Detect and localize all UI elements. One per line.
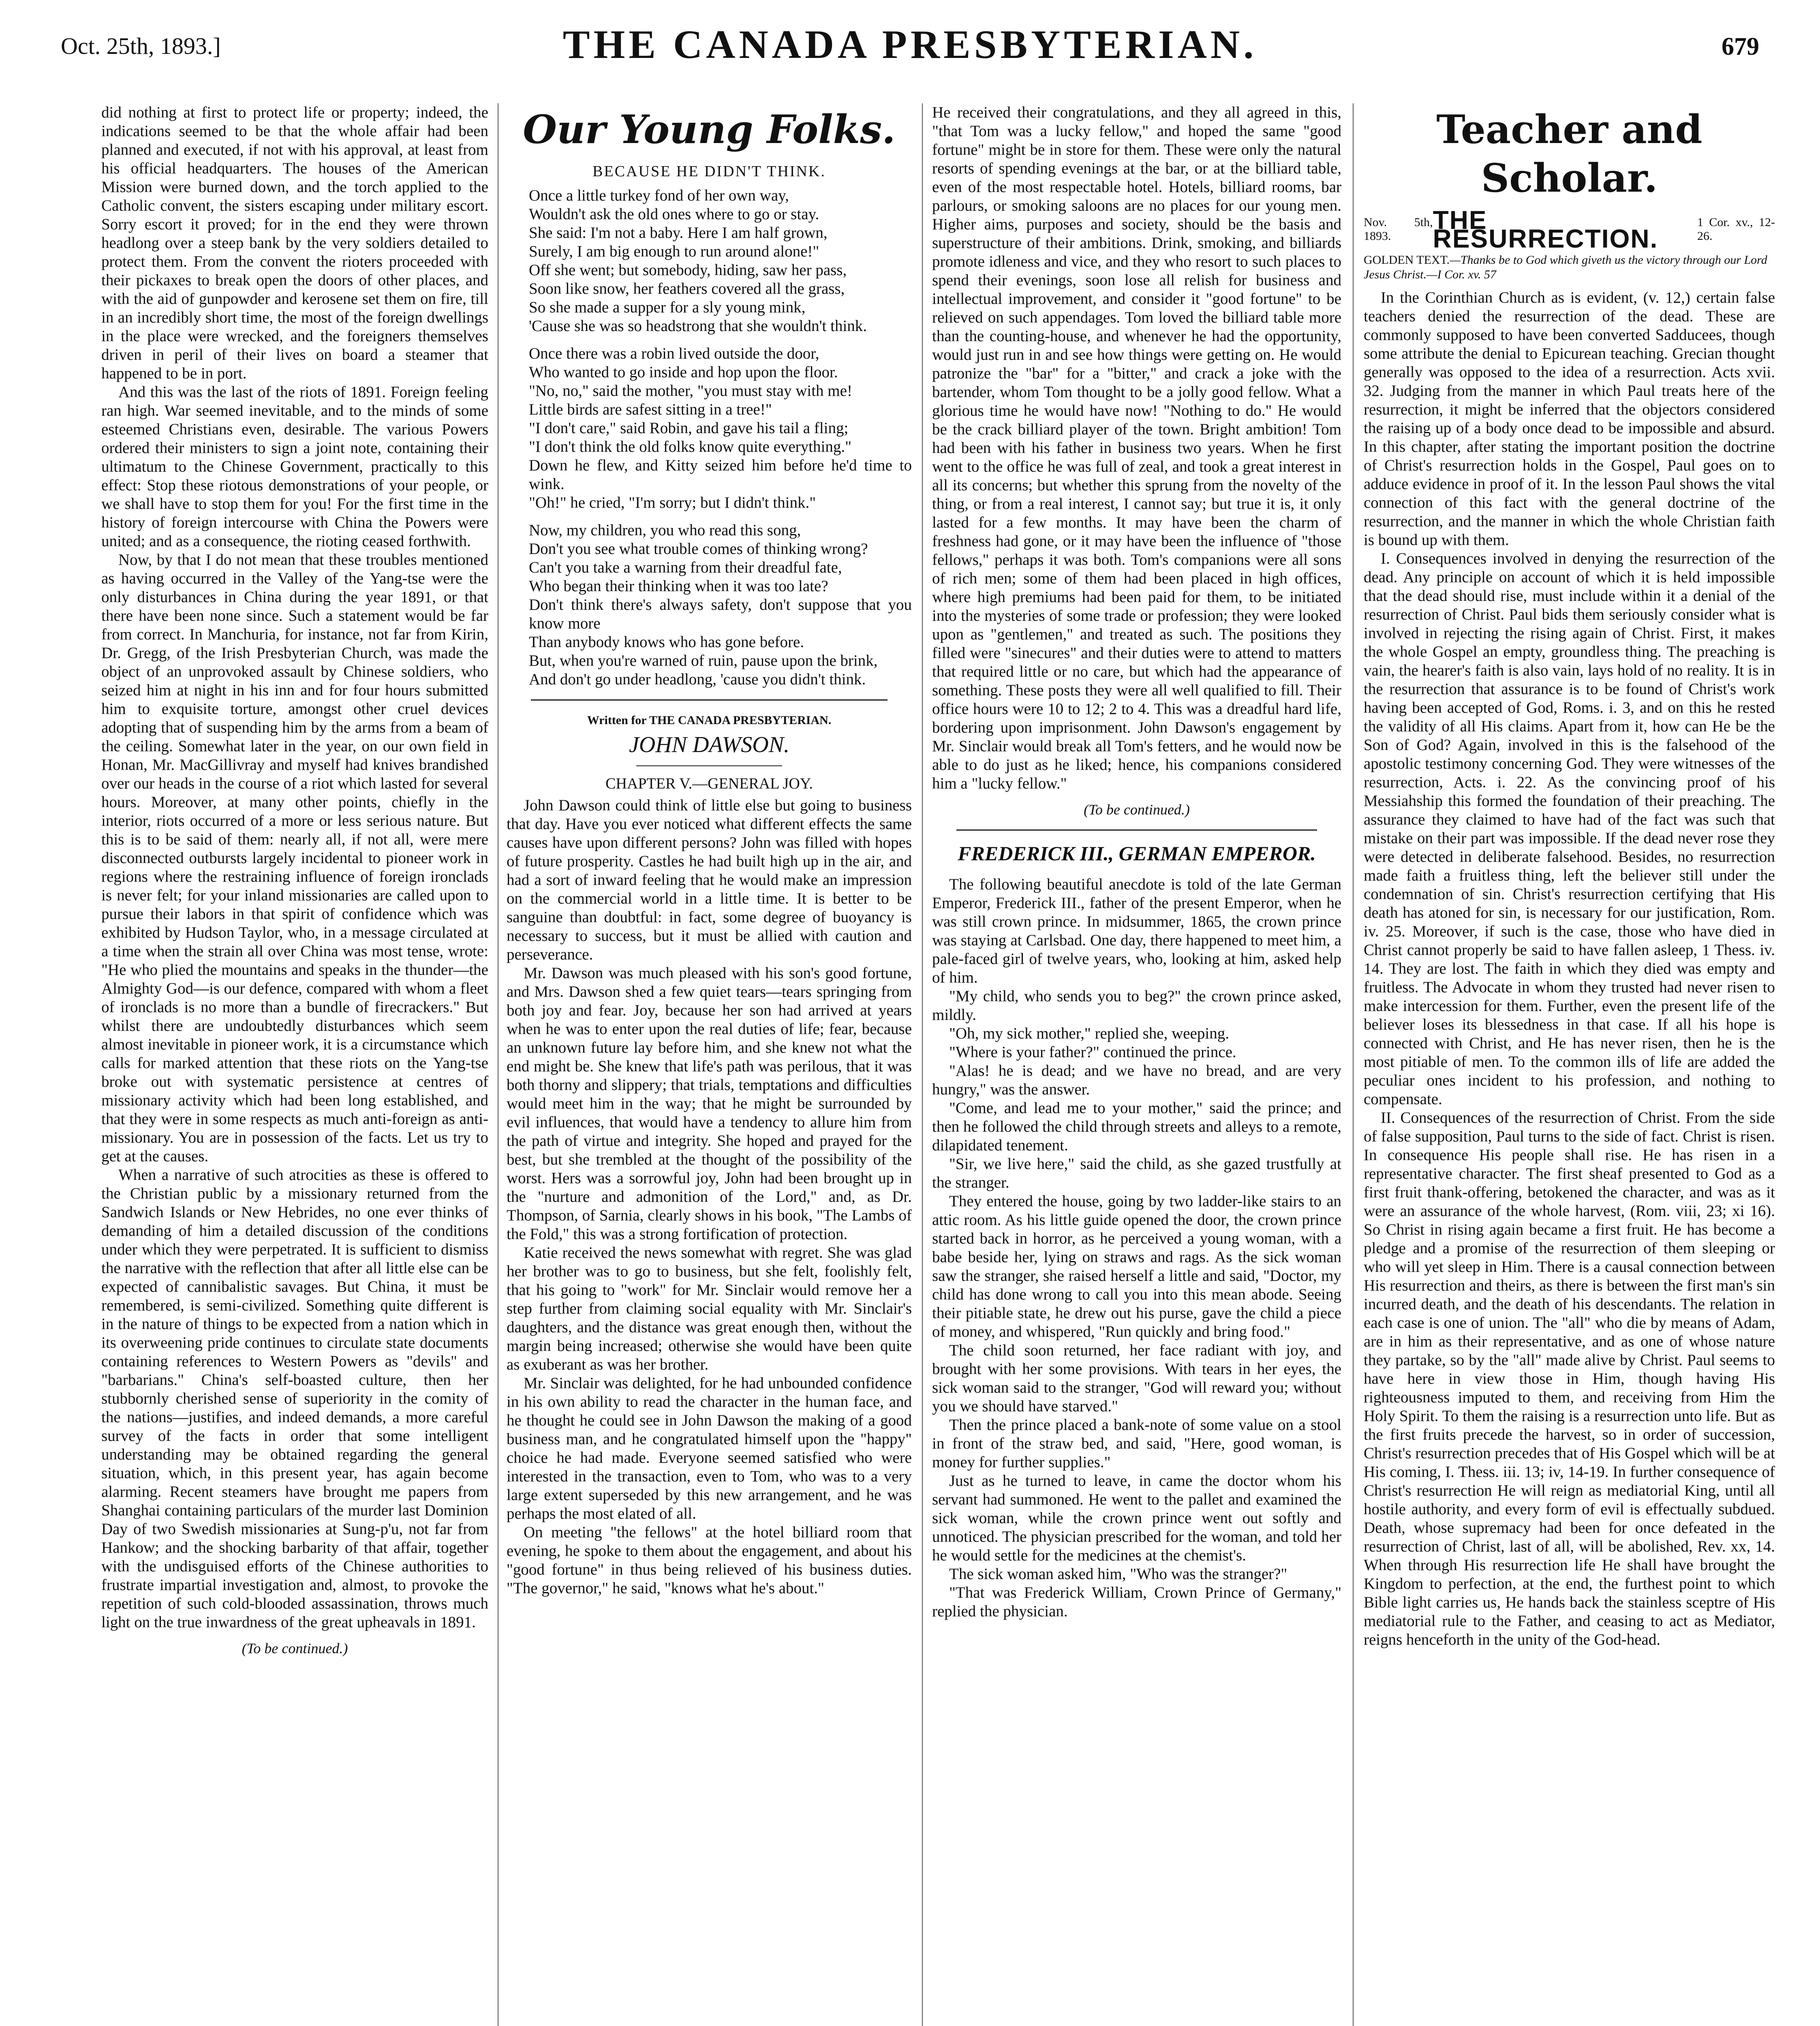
- poem-line: Now, my children, you who read this song,: [529, 521, 801, 539]
- poem-line: Don't think there's always safety, don't suppose that you know more: [529, 596, 912, 632]
- article-paragraph: I. Consequences involved in denying the resurrection of the dead. Any principle on account of which it is held impossible that the dead should rise, must include within it a denial of the resurrection of Christ. Paul bids them seriously consider what is involved in rejecting the rising again of Christ. First, it makes the whole Gospel an empty, groundless thing. The preaching is vain, the hearer's faith is also vain, lays hold of no reality. It is in the resurrection that assurance is to be found of Christ's work having been accepted of God, Roms. i. 3, and on this he rested the validity of all His claims. Apart from it, how can He be the Son of God? Again, involved in this is the falsehood of the apostolic testimony concerning God. They were witnesses of the resurrection, Acts. i. 22. As the convincing proof of his Messiahship this formed the foundation of their preaching. The assurance they claimed to have had of the fact was such that mistake on their part was impossible. If the dead never rose they were detected in deliberate falsehood. Besides, no resurrection made faith a fruitless thing, left the believer still under the condemnation of sin. Christ's resurrection certifying that His death has atoned for sin, is necessary for our justification, Rom. iv. 25. Moreover, if such is the case, those who have died in Christ cannot properly be said to have fallen asleep, 1 Thess. iv. 14. They are lost. The faith in which they died was empty and fruitless. The Advocate in whom they trusted had never risen to make intercession for them. Further, even the present life of the believer loses its blessedness in that case. If all his hope is connected with Christ, and He has never risen, then he is the most pitiable of men. To the common ills of life are added the peculiar ones incident to his profession, and nothing to compensate.: [1364, 550, 1775, 1108]
- article-paragraph: "Sir, we live here," said the child, as she gazed trustfully at the stranger.: [932, 1155, 1341, 1191]
- article-paragraph: "My child, who sends you to beg?" the crown prince asked, mildly.: [932, 987, 1341, 1024]
- poem-line: Soon like snow, her feathers covered all the grass,: [529, 280, 845, 297]
- poem-line: Don't you see what trouble comes of thinking wrong?: [529, 540, 868, 558]
- lesson-header: [1364, 205, 1775, 253]
- poem-line: She said: I'm not a baby. Here I am half grown,: [529, 224, 828, 241]
- article-paragraph: The sick woman asked him, "Who was the stranger?": [949, 1565, 1287, 1583]
- article-paragraph: Katie received the news somewhat with regret. She was glad her brother was to go to business, but she felt, foolishly felt, that his going to "work" for Mr. Sinclair would remove her a step further from claiming social equality with Mr. Sinclair's daughters, and the distance was great enough then, without the margin being increased; otherwise she would have been quite as exuberant as was her brother.: [507, 1244, 912, 1373]
- column-3: [932, 103, 1341, 2026]
- column-2: [507, 103, 912, 2026]
- section-masthead: Teacher and Scholar.: [1436, 107, 1702, 201]
- section-rule: [956, 829, 1317, 831]
- page-header: [61, 16, 1759, 69]
- article-paragraph: The child soon returned, her face radiant with joy, and brought with her some provisions. With tears in her eyes, the sick woman said to the stranger, "God will reward you; without you we should have starved.": [932, 1342, 1341, 1415]
- poem-line: Can't you take a warning from their dreadful fate,: [529, 559, 842, 576]
- lesson-title: THE RESURRECTION.: [1433, 205, 1658, 253]
- poem-line: "Oh!" he cried, "I'm sorry; but I didn't think.": [529, 494, 816, 511]
- poem-line: Down he flew, and Kitty seized him before he'd time to wink.: [529, 457, 912, 493]
- newspaper-title: THE CANADA PRESBYTERIAN.: [562, 22, 1258, 67]
- article-paragraph: The following beautiful anecdote is told of the late German Emperor, Frederick III., father of the present Emperor, when he was still crown prince. In midsummer, 1865, the crown prince was staying at Carlsbad. One day, there happened to meet him, a pale-faced girl of twelve years, who, looking at him, asked help of him.: [932, 876, 1341, 986]
- poem-line: "I don't care," said Robin, and gave his tail a fling;: [529, 419, 849, 437]
- poem-line: Once a little turkey fond of her own way,: [529, 187, 789, 204]
- short-rule: [636, 765, 782, 766]
- golden-text-body: —Thanks be to God which giveth us the victory through our Lord Jesus Christ.—I Cor. xv. 57: [1364, 253, 1767, 281]
- poem-line: "No, no," said the mother, "you must stay with me!: [529, 382, 852, 400]
- issue-date: Oct. 25th, 1893.]: [61, 33, 221, 59]
- article-paragraph: They entered the house, going by two ladder-like stairs to an attic room. As his little guide opened the door, the crown prince started back in horror, as he perceived a young woman, with a babe beside her, lying on straws and rags. As the sick woman saw the stranger, she raised herself a little and said, "Doctor, my child has done wrong to call you into this mean abode. Seeing their pitiable state, he drew out his purse, gave the child a piece of money, and whispered, "Run quickly and bring food.": [932, 1193, 1341, 1340]
- article-paragraph: Then the prince placed a bank-note of some value on a stool in front of the straw bed, and said, "Here, good woman, is money for further supplies.": [932, 1416, 1341, 1471]
- poem-title: BECAUSE HE DIDN'T THINK.: [592, 163, 826, 180]
- lesson-reference: 1 Cor. xv., 12-26.: [1697, 216, 1775, 243]
- story-title: JOHN DAWSON.: [629, 732, 790, 757]
- poem-line: Who wanted to go inside and hop upon the floor.: [529, 363, 838, 381]
- article-paragraph: Mr. Dawson was much pleased with his son's good fortune, and Mrs. Dawson shed a few quiet tears—tears springing from both joy and fear. Joy, because her son had arrived at years when he was to enter upon the real duties of life; fear, because an unknown future lay before him, and she knew not what the end might be. She knew that life's path was perilous, that it was both thorny and slippery; that trials, temptations and difficulties would meet him in the way; that he might be surrounded by evil influences, that would have a tendency to allure him from the path of virtue and integrity. She hoped and prayed for the best, but she trembled at the thought of the possibility of the worst. Hers was a sorrowful joy, John had been brought up in the "nurture and admonition of the Lord," and, as Dr. Thompson, of Sarnia, clearly shows in his book, "The Lambs of the Fold," this was a strong fortification of protection.: [507, 964, 912, 1243]
- column-1: [101, 103, 488, 2026]
- article-paragraph: "Alas! he is dead; and we have no bread, and are very hungry," was the answer.: [932, 1062, 1341, 1098]
- poem-line: 'Cause she was so headstrong that she wouldn't think.: [529, 317, 867, 335]
- section-rule: [531, 699, 888, 701]
- poem-line: Once there was a robin lived outside the door,: [529, 345, 819, 362]
- golden-text: [1364, 253, 1775, 282]
- article-paragraph: did nothing at first to protect life or property; indeed, the indications seemed to be that the whole affair had been planned and executed, if not with his approval, at least from his official headquarters. The houses of the American Mission were burned down, and the torch applied to the Catholic convent, the sisters escaping under military escort. Sorry escort it proved; for in the end they were thrown headlong over a steep bank by the very soldiers detailed to protect them. From the convent the rioters proceeded with their pickaxes to break open the doors of other places, and with the aid of gunpowder and kerosene set them on fire, till in an incredibly short time, the most of the foreign dwellings in the place were wrecked, and the foreigners themselves driven in peril of their lives on board a steamer that happened to be in port.: [101, 104, 488, 382]
- poem-line: Surely, I am big enough to run around alone!": [529, 243, 819, 260]
- page-number: 679: [1722, 33, 1759, 60]
- poem-line: Off she went; but somebody, hiding, saw her pass,: [529, 261, 847, 279]
- article-paragraph: "That was Frederick William, Crown Prince of Germany," replied the physician.: [932, 1584, 1341, 1620]
- article-paragraph: "Where is your father?" continued the prince.: [949, 1043, 1236, 1061]
- section-masthead: Our Young Folks.: [523, 107, 896, 152]
- poem-line: Than anybody knows who has gone before.: [529, 633, 804, 651]
- article-paragraph: In the Corinthian Church as is evident, (v. 12,) certain false teachers denied the resurrection of the dead. These are commonly supposed to have been converted Sadducees, though some attribute the denial to Epicurean teaching. Grecian thought generally was opposed to the idea of a resurrection. Acts xvii. 32. Judging from the manner in which Paul treats here of the resurrection, it might be inferred that the objectors considered the raising up of a body once dead to be impossible and absurd. In this chapter, after stating the important position the doctrine of Christ's resurrection holds in the Gospel, Paul goes on to adduce evidence in proof of it. In the lesson Paul shows the vital connection of this fact with the general doctrine of the resurrection, and the manner in which the whole Christian faith is bound up with them.: [1364, 289, 1775, 549]
- poem-line: So she made a supper for a sly young mink,: [529, 299, 806, 316]
- column-divider: [922, 103, 923, 2026]
- article-paragraph: Now, by that I do not mean that these troubles mentioned as having occurred in the Valley of the Yang-tse were the only disturbances in China during the year 1891, or that there have been none since. Such a statement would be far from correct. In Manchuria, for instance, not far from Kirin, Dr. Gregg, of the Irish Presbyterian Church, was made the object of an unprovoked assault by Chinese soldiers, who seized him at night in his inn and for four hours submitted him to exquisite torture, amongst other cruel devices adopting that of suspending him by the arms from a beam of the ceiling. Somewhat later in the year, on our own field in Honan, Mr. MacGillivray and myself had knives brandished over our heads in the course of a riot which lasted for several hours. Moreover, at many other points, chiefly in the interior, riots occurred of a more or less serious nature. But this is to be said of them: nearly all, if not all, were mere disconnected outbursts largely incidental to pioneer work in regions where the restraining influence of foreign ironclads is never felt; for your inland missionaries are called upon to pursue their labors in that spirit of confidence which was exhibited by Hudson Taylor, who, in a message circulated at a time when the strain all over China was most tense, wrote: "He who plied the mountains and speaks in the thunder—the Almighty God—is our defence, compared with whom a fleet of ironclads is no more than a bundle of firecrackers." But whilst there are undoubtedly disturbances which seem almost inevitable in pioneer work, it is a circumstance which calls for marked attention that these riots on the Yang-tse broke out with systematic persistence at centres of missionary activity which had been long established, and that they were in some respects as much anti-foreign as anti-missionary. You are in possession of the facts. Let us try to get at the causes.: [101, 551, 488, 1165]
- poem-line: And don't go under headlong, 'cause you didn't think.: [529, 671, 866, 688]
- article-paragraph: "Come, and lead me to your mother," said the prince; and then he followed the child through streets and alleys to a remote, dilapidated tenement.: [932, 1099, 1341, 1154]
- article-paragraph: John Dawson could think of little else but going to business that day. Have you ever noticed what different effects the same causes have upon different persons? John was filled with hopes of future prosperity. Castles he had built high up in the air, and had a sort of inward feeling that he would make an impression on the commercial world in a little time. It is better to be sanguine than doubtful: in fact, some degree of buoyancy is necessary to success, but it must be allied with caution and perseverance.: [507, 797, 912, 963]
- poem-line: But, when you're warned of ruin, pause upon the brink,: [529, 652, 878, 669]
- chapter-heading: CHAPTER V.—GENERAL JOY.: [605, 775, 813, 792]
- poem-line: Little birds are safest sitting in a tree!": [529, 401, 772, 418]
- article-paragraph: "Oh, my sick mother," replied she, weeping.: [949, 1025, 1229, 1042]
- article-paragraph: He received their congratulations, and they all agreed in this, "that Tom was a lucky fellow," and hoped the same "good fortune" might be in store for them. These were only the natural resorts of spending evenings at the bar, or at the billiard table, even of the most respectable hotel. Hotels, billiard rooms, bar parlours, or smoking saloons are no places for our young men. Higher aims, purposes and society, should be the basis and superstructure of their ambitions. Drink, smoking, and billiards promote idleness and vice, and they who resort to such places to spend their evenings, soon lose all relish for business and intellectual improvement, and consider it "good fortune" to be relieved on such appendages. Tom loved the billiard table more than the counting-house, and whenever he had the opportunity, would just run in and see how things were getting on. He would patronize the "bar" for a "bitter," and crack a joke with the bartender, whom Tom thought to be a jolly good fellow. What a glorious time he would have now! "Nothing to do." He would be the crack billiard player of the town. Bright ambition! Tom had been with his father in business two years. When he first went to the office he was full of zeal, and took a great interest in all its concerns; but whether this sprung from the novelty of the thing, or from a real interest, I cannot say; but true it is, it only lasted for a few months. It may have been the charm of freshness had gone, or it may have been the influence of "those fellows," perhaps it was both. Tom's companions were all sons of rich men; some of them had been placed in high offices, where high premiums had been paid for them, to be initiated into the mysteries of some trade or profession; they were looked upon as "gentlemen," and treated as such. The positions they filled were "sinecures" and their duties were to attend to matters that required little or no care, but which had the appearance of something. These posts they were all well qualified to fill. Their office hours were 10 to 12; 2 to 4. This was a dreadful hard life, bordering upon imprisonment. John Dawson's engagement by Mr. Sinclair would break all Tom's fetters, and he would now be able to do just as he liked; hence, his companions considered him a "lucky fellow.": [932, 104, 1341, 792]
- article-paragraph: And this was the last of the riots of 1891. Foreign feeling ran high. War seemed inevitable, and to the minds of some esteemed Christians even, desirable. The various Powers ordered their ministers to sign a joint note, containing their ultimatum to the Chinese Government, practically to this effect: Stop these riotous demonstrations of your people, or we shall have to stop them for you! For the first time in the history of foreign intercourse with China the Powers were united; and as a consequence, the rioting ceased forthwith.: [101, 383, 488, 550]
- column-divider: [1353, 103, 1354, 2026]
- poem-line: "I don't think the old folks know quite everything.": [529, 438, 852, 455]
- article-paragraph: When a narrative of such atrocities as these is offered to the Christian public by a missionary returned from the Sandwich Islands or New Hebrides, no one ever thinks of demanding of him a detailed discussion of the conditions under which they were perpetrated. It is sufficient to dismiss the narrative with the reflection that after all little else can be expected of cannibalistic savages. But China, it must be remembered, is semi-civilized. Something quite different is in the nature of things to be expected from a nation which in its overweening pride continues to circulate state documents containing references to Western Powers as "devils" and "barbarians." China's self-boasted culture, then her stubbornly cherished sense of superiority in the comity of the nations—justifies, and indeed demands, a more careful survey of the facts in order that some intelligent understanding may be obtained regarding the general situation, which, in this present year, has again become alarming. Recent steamers have brought me papers from Shanghai containing particulars of the murder last Dominion Day of two Swedish missionaries at Sung-p'u, not far from Hankow; and the shocking barbarity of that affair, together with the undisguised efforts of the Chinese authorities to frustrate impartial investigation and, almost, to provoke the repetition of such cold-blooded assassination, throws much light on the true inwardness of the great upheavals in 1891.: [101, 1166, 488, 1631]
- poem-line: Wouldn't ask the old ones where to go or stay.: [529, 205, 819, 223]
- lesson-date: Nov. 5th, 1893.: [1364, 216, 1433, 243]
- written-for-credit: Written for THE CANADA PRESBYTERIAN.: [587, 714, 832, 727]
- poem-line: Who began their thinking when it was too late?: [529, 577, 828, 595]
- continued-note: (To be continued.): [242, 1640, 348, 1656]
- article-paragraph: Mr. Sinclair was delighted, for he had unbounded confidence in his own ability to read the character in the human face, and he thought he could see in John Dawson the making of a good business man, and he congratulated himself upon the "happy" choice he had made. Everyone seemed satisfied who were interested in the transaction, even to Tom, who was to a very large extent superseded by this new arrangement, and he was perhaps the most elated of all.: [507, 1374, 912, 1522]
- golden-text-label: GOLDEN TEXT.: [1364, 253, 1450, 267]
- poem: [507, 186, 912, 689]
- article-paragraph: On meeting "the fellows" at the hotel billiard room that evening, he spoke to them about the engagement, and about his "good fortune" in thus being relieved of his business duties. "The governor," he said, "knows what he's about.": [507, 1524, 912, 1597]
- article-paragraph: II. Consequences of the resurrection of Christ. From the side of false supposition, Paul turns to the side of fact. Christ is risen. In consequence His people shall rise. He has risen in a representative character. The first sheaf presented to God as a first fruit thank-offering, betokened the character, and was as it were an assurance of the whole harvest, (Rom. viii, 23; xi 16). So Christ in rising again became a first fruit. He has become a pledge and a promise of the resurrection of them sleeping or who will yet sleep in Him. There is a causal connection between His resurrection and theirs, as there is between the first man's sin incurred death, and the death of his descendants. The relation in each case is one of union. The "all" who die by means of Adam, are in him as their representative, and as one of whose nature they partake, so by the "all" made alive by Christ. Paul seems to have here in view those in Him, though having His righteousness imputed to them, and receiving from Him the Holy Spirit. To them the raising is a resurrection unto life. But as the first fruits precede the harvest, so in order of succession, Christ's resurrection precedes that of His Gospel which will be at His coming, I. Thess. iii. 13; iv, 14-19. In further consequence of Christ's resurrection He will reign as mediatorial King, until all hostile authority, and every form of evil is effectually subdued. Death, whose supremacy had been for once defeated in the resurrection of Christ, last of all, will be abolished, Rev. xx, 14. When through His resurrection life He shall have brought the Kingdom to perfection, at the end, the furthest point to which Bible light carries us, He hands back the stainless sceptre of His mediatorial rule to the Father, and ceasing to act as Mediator, reigns henceforth in the unity of the God-head.: [1364, 1109, 1775, 1648]
- continued-note: (To be continued.): [1084, 801, 1190, 818]
- column-4: [1364, 103, 1775, 2026]
- article-heading: FREDERICK III., GERMAN EMPEROR.: [958, 842, 1316, 865]
- article-paragraph: Just as he turned to leave, in came the doctor whom his servant had summoned. He went to the pallet and examined the sick woman, while the crown prince went out softly and unnoticed. The physician prescribed for the woman, and told her he would settle for the medicines at the chemist's.: [932, 1472, 1341, 1564]
